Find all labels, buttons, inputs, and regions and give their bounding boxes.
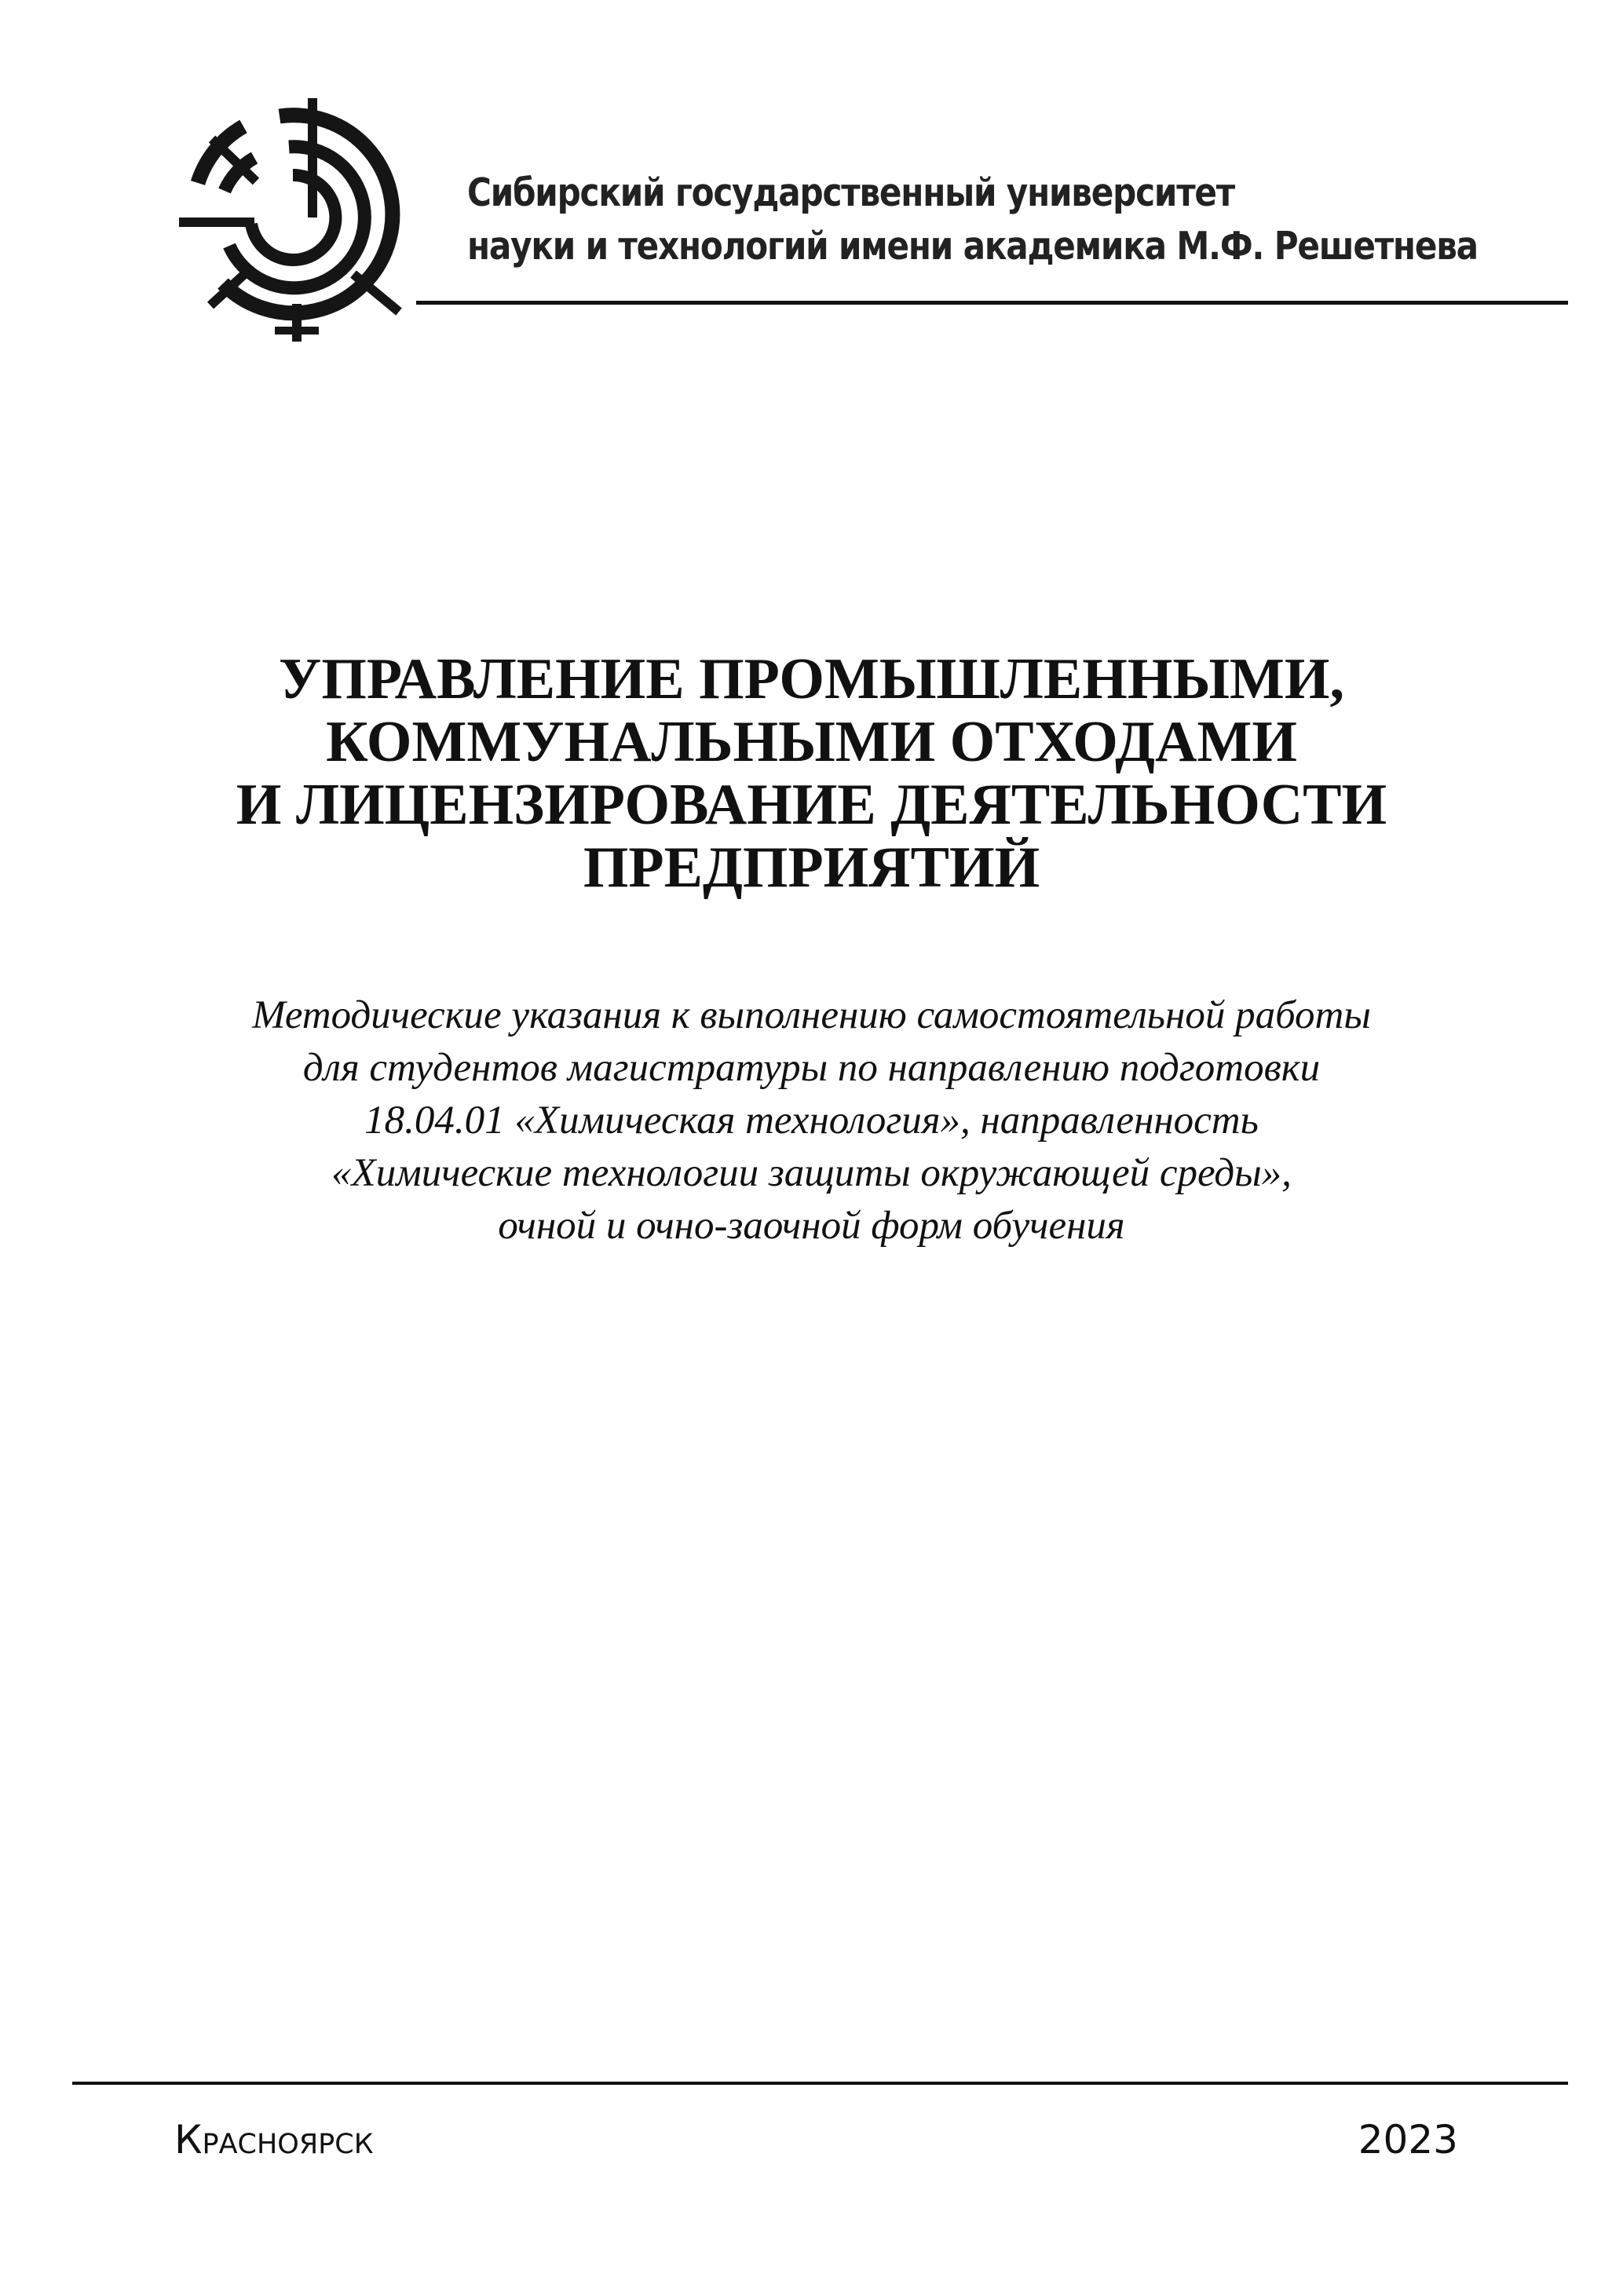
university-name — [467, 166, 1478, 273]
subtitle-line-3: 18.04.01 «Химическая технология», направленность — [364, 1099, 1259, 1143]
footer-divider — [72, 2082, 1568, 2085]
title-line-1: УПРАВЛЕНИЕ ПРОМЫШЛЕННЫМИ, — [279, 647, 1344, 711]
university-emblem-icon — [179, 98, 415, 342]
university-name-line-1: Сибирский государственный университет — [467, 170, 1235, 215]
title-line-2: КОММУНАЛЬНЫМИ ОТХОДАМИ — [326, 710, 1297, 774]
subtitle-line-4: «Химические технологии защиты окружающей среды», — [331, 1151, 1292, 1195]
title-line-4: ПРЕДПРИЯТИЙ — [583, 835, 1040, 900]
publication-city: Красноярск — [174, 2117, 374, 2163]
document-subtitle — [79, 989, 1544, 1252]
subtitle-line-2: для студентов магистратуры по направлению подготовки — [302, 1046, 1321, 1090]
university-name-line-2: науки и технологий имени академика М.Ф. Решетнева — [467, 224, 1478, 269]
title-line-3: И ЛИЦЕНЗИРОВАНИЕ ДЕЯТЕЛЬНОСТИ — [236, 773, 1387, 837]
subtitle-line-1: Методические указания к выполнению самостоятельной работы — [252, 993, 1371, 1037]
publication-year: 2023 — [1358, 2117, 1458, 2163]
subtitle-line-5: очной и очно-заочной форм обучения — [498, 1204, 1125, 1248]
header-divider — [416, 301, 1568, 305]
document-title — [79, 648, 1544, 899]
